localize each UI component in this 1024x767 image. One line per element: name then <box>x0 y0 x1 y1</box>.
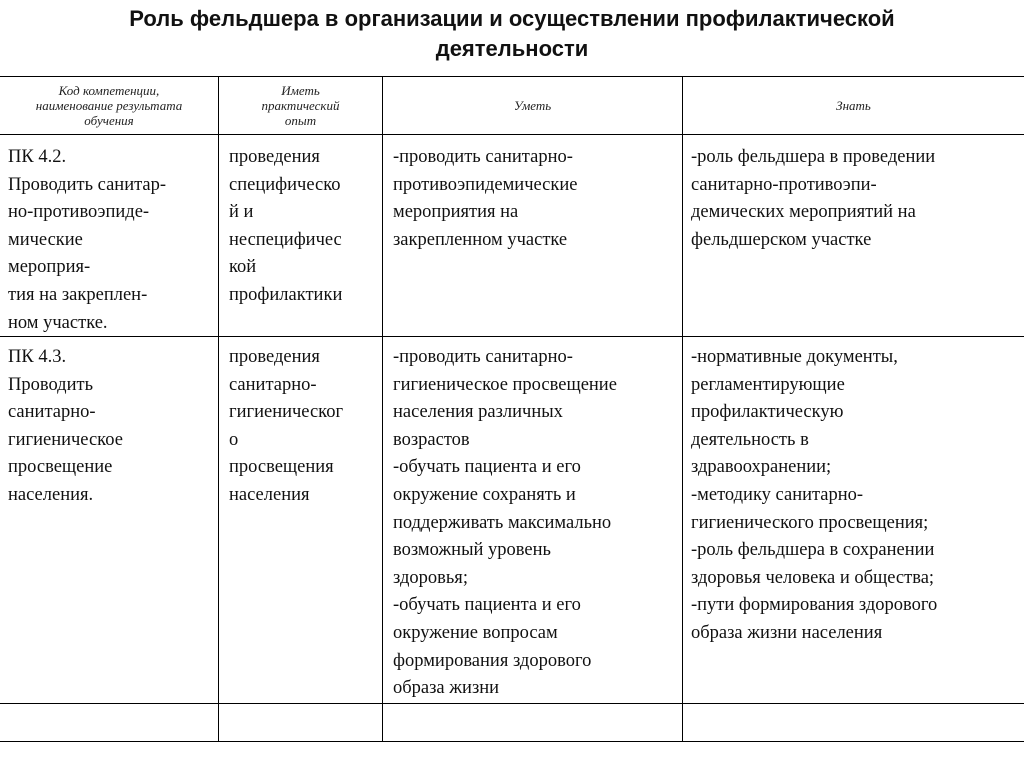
competency-table <box>0 76 1024 742</box>
table-rule-row2 <box>0 703 1024 704</box>
row2-code: ПК 4.3. Проводить санитарно- гигиеническое просвещение населения. <box>8 347 123 505</box>
row1-knowledge: -роль фельдшера в проведении санитарно-противоэпи- демических мероприятий на фельдшерском участке <box>691 147 936 250</box>
header-practical-experience: Иметь практический опыт <box>261 82 340 128</box>
row1-skills: -проводить санитарно- противоэпидемические мероприятия на закрепленном участке <box>393 147 578 250</box>
table-rule-bottom <box>0 741 1024 742</box>
header-knowledge: Знать <box>836 97 871 113</box>
table-divider-3 <box>682 76 683 742</box>
table-divider-2 <box>382 76 383 742</box>
row2-experience: проведения санитарно- гигиеническог о просвещения населения <box>229 347 344 505</box>
header-competency-code: Код компетенции, наименование результата обучения <box>35 82 183 128</box>
row2-knowledge: -нормативные документы, регламентирующие профилактическую деятельность в здравоохранении; -методику санитарно- гигиенического просвещения; -роль фельдшера в сохранении здоровья человека и общества; -пути формирования здорового образа жизни населения <box>691 347 938 643</box>
table-rule-header <box>0 134 1024 135</box>
row2-skills: -проводить санитарно- гигиеническое просвещение населения различных возрастов -обучать пациента и его окружение сохранять и поддерживать максимально возможный уровень здоровья; -обучать пациента и его окружение вопросам формирования здорового образа жизни <box>393 347 617 699</box>
row1-experience: проведения специфическо й и неспецифичес кой профилактики <box>229 147 343 305</box>
page-title: Роль фельдшера в организации и осуществлении профилактической деятельности <box>129 6 895 61</box>
header-skills: Уметь <box>513 97 552 113</box>
row1-code: ПК 4.2. Проводить санитар- но-противоэпиде- мические мероприя- тия на закреплен- ном участке. <box>8 147 167 333</box>
table-divider-1 <box>218 76 219 742</box>
